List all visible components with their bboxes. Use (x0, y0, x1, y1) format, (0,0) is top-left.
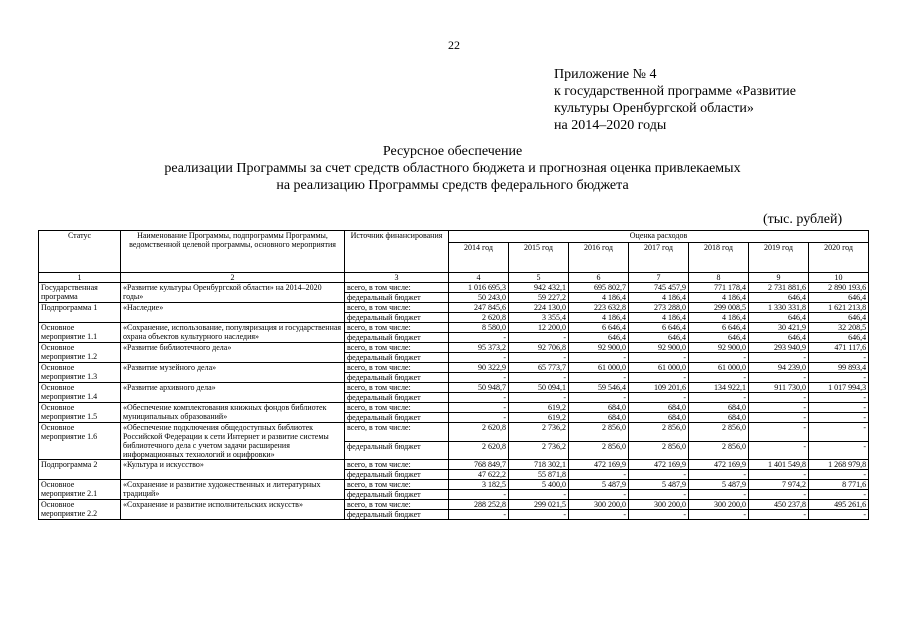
row-value: - (509, 333, 569, 343)
row-value: - (749, 403, 809, 413)
row-value: - (449, 333, 509, 343)
row-value: 619,2 (509, 403, 569, 413)
row-value: 2 856,0 (629, 423, 689, 442)
column-number: 1 (39, 273, 121, 283)
row-source: федеральный бюджет (345, 470, 449, 480)
header-year: 2020 год (809, 243, 869, 273)
row-value: - (749, 393, 809, 403)
row-value: - (509, 490, 569, 500)
row-value: - (569, 353, 629, 363)
row-value: - (809, 373, 869, 383)
row-value: 30 421,9 (749, 323, 809, 333)
row-value: - (509, 373, 569, 383)
units-label: (тыс. рублей) (763, 212, 843, 227)
row-value: 2 620,8 (449, 441, 509, 460)
row-value: 2 856,0 (689, 423, 749, 442)
header-year: 2019 год (749, 243, 809, 273)
row-value: 718 302,1 (509, 460, 569, 470)
row-value: 12 200,0 (509, 323, 569, 333)
row-value: 47 622,2 (449, 470, 509, 480)
row-value: 495 261,6 (809, 500, 869, 510)
row-value: - (809, 413, 869, 423)
row-value: - (629, 373, 689, 383)
row-value: 472 169,9 (629, 460, 689, 470)
row-source: федеральный бюджет (345, 353, 449, 363)
row-value: 65 773,7 (509, 363, 569, 373)
row-value: 450 237,8 (749, 500, 809, 510)
row-status: Подпрограмма 2 (39, 460, 121, 480)
row-value: - (449, 403, 509, 413)
row-value: 4 186,4 (689, 313, 749, 323)
row-value: 4 186,4 (569, 313, 629, 323)
row-source: всего, в том числе: (345, 500, 449, 510)
column-number: 6 (569, 273, 629, 283)
row-value: - (569, 393, 629, 403)
row-value: 224 130,0 (509, 303, 569, 313)
row-value: - (449, 393, 509, 403)
row-source: всего, в том числе: (345, 460, 449, 470)
title-line: Ресурсное обеспечение (382, 144, 523, 159)
row-value: 95 373,2 (449, 343, 509, 353)
appendix-line: на 2014–2020 годы (554, 118, 667, 133)
row-status: Основное мероприятие 2.1 (39, 480, 121, 500)
row-value: - (809, 470, 869, 480)
row-value: 646,4 (749, 313, 809, 323)
table-row (39, 323, 869, 333)
column-number: 7 (629, 273, 689, 283)
row-value: - (689, 353, 749, 363)
row-value: - (569, 490, 629, 500)
title-line: реализации Программы за счет средств областного бюджета и прогнозная оценка привлекаемых (164, 161, 741, 176)
row-value: 92 900,0 (569, 343, 629, 353)
row-value: 646,4 (569, 333, 629, 343)
row-value: - (689, 470, 749, 480)
row-name: «Культура и искусство» (121, 460, 345, 480)
column-number: 9 (749, 273, 809, 283)
row-value: 5 487,9 (569, 480, 629, 490)
row-value: 5 487,9 (689, 480, 749, 490)
row-value: - (569, 470, 629, 480)
row-value: - (749, 470, 809, 480)
row-value: 911 730,0 (749, 383, 809, 393)
row-source: федеральный бюджет (345, 293, 449, 303)
row-value: 55 871,8 (509, 470, 569, 480)
row-value: 2 731 881,6 (749, 283, 809, 293)
row-value: - (809, 490, 869, 500)
row-value: 646,4 (689, 333, 749, 343)
row-value: 61 000,0 (629, 363, 689, 373)
row-value: 299 021,5 (509, 500, 569, 510)
row-value: 1 401 549,8 (749, 460, 809, 470)
row-value: 4 186,4 (629, 293, 689, 303)
table-row (39, 480, 869, 490)
row-value: 646,4 (749, 293, 809, 303)
row-name: «Развитие библиотечного дела» (121, 343, 345, 363)
row-value: - (509, 510, 569, 520)
row-source: всего, в том числе: (345, 343, 449, 353)
row-source: всего, в том числе: (345, 383, 449, 393)
row-value: 2 856,0 (629, 441, 689, 460)
row-value: 684,0 (689, 413, 749, 423)
appendix-note (554, 66, 796, 134)
row-value: 2 736,2 (509, 423, 569, 442)
row-value: 6 646,4 (689, 323, 749, 333)
row-value: 4 186,4 (629, 313, 689, 323)
page-number: 22 (448, 38, 460, 52)
row-source: всего, в том числе: (345, 323, 449, 333)
row-value: 2 736,2 (509, 441, 569, 460)
table-body (39, 283, 869, 520)
row-source: федеральный бюджет (345, 490, 449, 500)
title-line: на реализацию Программы средств федерального бюджета (276, 178, 629, 193)
row-value: - (749, 413, 809, 423)
appendix-line: Приложение № 4 (554, 67, 657, 82)
row-value: 59 227,2 (509, 293, 569, 303)
row-value: 300 200,0 (689, 500, 749, 510)
row-value: - (629, 490, 689, 500)
row-name: «Развитие музейного дела» (121, 363, 345, 383)
row-value: - (749, 490, 809, 500)
header-status: Статус (39, 231, 121, 273)
appendix-line: культуры Оренбургской области» (554, 101, 754, 116)
header-year: 2016 год (569, 243, 629, 273)
row-value: 134 922,1 (689, 383, 749, 393)
row-value: 99 893,4 (809, 363, 869, 373)
row-value: 273 288,0 (629, 303, 689, 313)
row-value: 94 239,0 (749, 363, 809, 373)
row-value: 2 856,0 (569, 423, 629, 442)
row-value: 1 268 979,8 (809, 460, 869, 470)
table-row (39, 283, 869, 293)
row-value: 92 706,8 (509, 343, 569, 353)
row-value: 247 845,6 (449, 303, 509, 313)
row-value: - (749, 510, 809, 520)
row-source: всего, в том числе: (345, 363, 449, 373)
row-value: 646,4 (809, 313, 869, 323)
row-value: - (449, 490, 509, 500)
row-value: 2 620,8 (449, 313, 509, 323)
row-value: 684,0 (629, 403, 689, 413)
row-value: - (749, 423, 809, 442)
row-value: - (689, 490, 749, 500)
row-source: федеральный бюджет (345, 413, 449, 423)
row-value: 6 646,4 (569, 323, 629, 333)
row-name: «Развитие архивного дела» (121, 383, 345, 403)
row-status: Подпрограмма 1 (39, 303, 121, 323)
row-value: 109 201,6 (629, 383, 689, 393)
column-number: 10 (809, 273, 869, 283)
row-value: 59 546,4 (569, 383, 629, 393)
row-source: федеральный бюджет (345, 373, 449, 383)
row-value: 646,4 (749, 333, 809, 343)
row-value: - (809, 403, 869, 413)
row-value: 472 169,9 (689, 460, 749, 470)
row-value: 646,4 (629, 333, 689, 343)
row-value: 471 117,6 (809, 343, 869, 353)
row-value: - (509, 393, 569, 403)
row-value: 50 948,7 (449, 383, 509, 393)
row-source: федеральный бюджет (345, 393, 449, 403)
row-name: «Наследие» (121, 303, 345, 323)
row-name: «Развитие культуры Оренбургской области» на 2014–2020 годы» (121, 283, 345, 303)
header-name: Наименование Программы, подпрограммы Программы, ведомственной целевой программы, основного мероприятия (121, 231, 345, 273)
row-value: - (809, 423, 869, 442)
row-source: федеральный бюджет (345, 510, 449, 520)
header-year: 2014 год (449, 243, 509, 273)
row-status: Основное мероприятие 1.4 (39, 383, 121, 403)
row-status: Основное мероприятие 1.1 (39, 323, 121, 343)
document-title (0, 143, 905, 194)
row-status: Основное мероприятие 1.6 (39, 423, 121, 460)
row-value: - (449, 510, 509, 520)
row-value: 472 169,9 (569, 460, 629, 470)
row-value: 90 322,9 (449, 363, 509, 373)
row-status: Основное мероприятие 1.3 (39, 363, 121, 383)
row-value: 695 802,7 (569, 283, 629, 293)
table-row (39, 460, 869, 470)
row-name: «Сохранение, использование, популяризация и государственная охрана объектов культурного наследия» (121, 323, 345, 343)
row-value: 92 900,0 (629, 343, 689, 353)
table-row (39, 383, 869, 393)
row-value: 1 621 213,8 (809, 303, 869, 313)
row-value: 2 620,8 (449, 423, 509, 442)
row-value: - (569, 510, 629, 520)
resource-table (38, 230, 869, 520)
row-source: всего, в том числе: (345, 480, 449, 490)
table-row (39, 303, 869, 313)
row-value: 6 646,4 (629, 323, 689, 333)
row-value: 5 400,0 (509, 480, 569, 490)
row-value: 50 094,1 (509, 383, 569, 393)
row-value: 288 252,8 (449, 500, 509, 510)
row-source: федеральный бюджет (345, 333, 449, 343)
row-value: - (749, 353, 809, 363)
row-value: 7 974,2 (749, 480, 809, 490)
row-value: - (689, 510, 749, 520)
row-value: 1 017 994,3 (809, 383, 869, 393)
row-value: - (449, 413, 509, 423)
row-name: «Обеспечение подключения общедоступных библиотек Российской Федерации к сети Интернет и развитие системы библиотечного дела с учетом задачи расширения информационных технологий и оцифровки» (121, 423, 345, 460)
table-row (39, 423, 869, 442)
row-value: 2 856,0 (569, 441, 629, 460)
column-number: 2 (121, 273, 345, 283)
row-status: Основное мероприятие 1.5 (39, 403, 121, 423)
row-value: 1 016 695,3 (449, 283, 509, 293)
row-value: - (509, 353, 569, 363)
header-estimate: Оценка расходов (449, 231, 869, 243)
row-value: 771 178,4 (689, 283, 749, 293)
row-value: 4 186,4 (569, 293, 629, 303)
row-value: 50 243,0 (449, 293, 509, 303)
header-year: 2017 год (629, 243, 689, 273)
row-source: всего, в том числе: (345, 423, 449, 442)
column-number: 4 (449, 273, 509, 283)
column-number: 3 (345, 273, 449, 283)
row-source: всего, в том числе: (345, 403, 449, 413)
row-value: 684,0 (569, 403, 629, 413)
row-value: - (809, 353, 869, 363)
row-status: Основное мероприятие 1.2 (39, 343, 121, 363)
row-value: - (809, 510, 869, 520)
row-value: 299 008,5 (689, 303, 749, 313)
row-name: «Сохранение и развитие исполнительских искусств» (121, 500, 345, 520)
row-source: федеральный бюджет (345, 313, 449, 323)
row-value: 8 580,0 (449, 323, 509, 333)
row-value: 684,0 (629, 413, 689, 423)
row-value: 300 200,0 (629, 500, 689, 510)
row-value: 684,0 (689, 403, 749, 413)
row-source: всего, в том числе: (345, 303, 449, 313)
row-value: - (689, 393, 749, 403)
row-value: 4 186,4 (689, 293, 749, 303)
row-value: 61 000,0 (689, 363, 749, 373)
row-source: всего, в том числе: (345, 283, 449, 293)
row-value: 3 182,5 (449, 480, 509, 490)
row-value: 5 487,9 (629, 480, 689, 490)
table-row (39, 403, 869, 413)
row-value: 293 940,9 (749, 343, 809, 353)
row-value: - (629, 470, 689, 480)
header-year: 2015 год (509, 243, 569, 273)
table-row (39, 343, 869, 353)
row-value: - (569, 373, 629, 383)
row-value: - (629, 353, 689, 363)
row-name: «Сохранение и развитие художественных и литературных традиций» (121, 480, 345, 500)
column-number: 8 (689, 273, 749, 283)
row-value: 2 890 193,6 (809, 283, 869, 293)
row-value: 300 200,0 (569, 500, 629, 510)
row-value: - (629, 393, 689, 403)
appendix-line: к государственной программе «Развитие (554, 84, 796, 99)
column-number: 5 (509, 273, 569, 283)
row-source: федеральный бюджет (345, 441, 449, 460)
row-status: Основное мероприятие 2.2 (39, 500, 121, 520)
row-value: 745 457,9 (629, 283, 689, 293)
row-value: 684,0 (569, 413, 629, 423)
row-value: 8 771,6 (809, 480, 869, 490)
row-value: 942 432,1 (509, 283, 569, 293)
row-value: 92 900,0 (689, 343, 749, 353)
table-row (39, 363, 869, 373)
row-value: - (689, 373, 749, 383)
row-value: - (629, 510, 689, 520)
row-value: 646,4 (809, 333, 869, 343)
header-source: Источник финансирования (345, 231, 449, 273)
row-value: 3 355,4 (509, 313, 569, 323)
row-value: 619,2 (509, 413, 569, 423)
header-year: 2018 год (689, 243, 749, 273)
row-value: 2 856,0 (689, 441, 749, 460)
row-value: - (449, 353, 509, 363)
row-value: 223 632,8 (569, 303, 629, 313)
row-value: - (449, 373, 509, 383)
row-name: «Обеспечение комплектования книжных фондов библиотек муниципальных образований» (121, 403, 345, 423)
row-status: Государственная программа (39, 283, 121, 303)
row-value: 646,4 (809, 293, 869, 303)
row-value: 768 849,7 (449, 460, 509, 470)
row-value: - (809, 393, 869, 403)
row-value: 61 000,0 (569, 363, 629, 373)
row-value: - (809, 441, 869, 460)
row-value: - (749, 441, 809, 460)
row-value: 1 330 331,8 (749, 303, 809, 313)
table-row (39, 500, 869, 510)
row-value: 32 208,5 (809, 323, 869, 333)
row-value: - (749, 373, 809, 383)
